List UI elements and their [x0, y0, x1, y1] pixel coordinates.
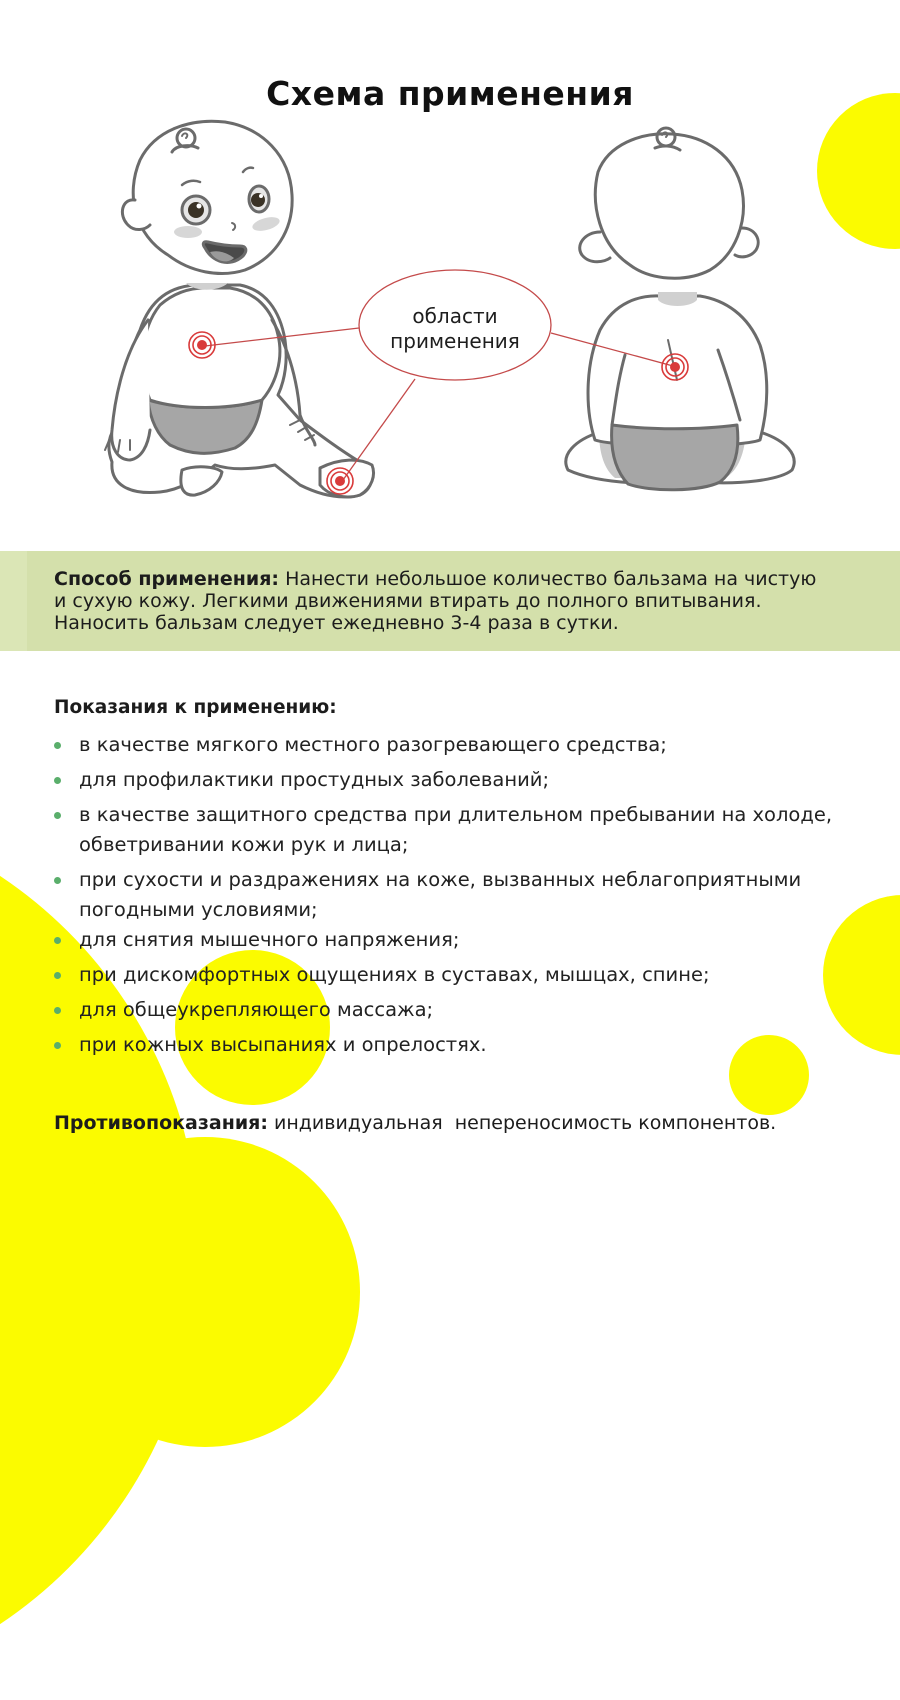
- list-item: [54, 800, 884, 860]
- list-item: [54, 765, 884, 795]
- list-item: [54, 960, 884, 990]
- list-item-text: при кожных высыпаниях и опрелостях.: [79, 1033, 487, 1056]
- list-item: [54, 865, 884, 925]
- callout-line-2: применения: [390, 329, 520, 353]
- bullet-icon: [54, 1042, 61, 1049]
- decor-circle-bottom: [50, 1137, 360, 1447]
- callout-label: [360, 304, 550, 354]
- method-label: Способ применения:: [54, 568, 280, 590]
- list-item-text: при дискомфортных ощущениях в суставах, мышцах, спине;: [79, 963, 710, 986]
- indications-list: [54, 730, 884, 1060]
- bullet-icon: [54, 1007, 61, 1014]
- target-marker-back: [662, 354, 688, 380]
- bullet-icon: [54, 877, 61, 884]
- bullet-icon: [54, 972, 61, 979]
- method-text-1: Нанести небольшое количество бальзама на чистую: [279, 568, 817, 590]
- baby-front-figure: [105, 121, 374, 497]
- callout-line-1: области: [412, 304, 498, 328]
- contraindications-text: индивидуальная непереносимость компонентов.: [267, 1112, 777, 1134]
- list-item-text: при сухости и раздражениях на коже, вызванных неблагоприятными: [79, 868, 802, 891]
- list-item-text-cont: погодными условиями;: [79, 898, 318, 921]
- method-line-1: [54, 568, 874, 590]
- list-item-text: для общеукрепляющего массажа;: [79, 998, 434, 1021]
- target-marker-chest: [189, 332, 215, 358]
- list-item: [54, 730, 884, 760]
- indications-title: Показания к применению:: [54, 697, 337, 718]
- contraindications-label: Противопоказания:: [54, 1112, 268, 1134]
- list-item: [54, 1030, 884, 1060]
- list-item: [54, 995, 884, 1025]
- list-item-text: для снятия мышечного напряжения;: [79, 928, 460, 951]
- bullet-icon: [54, 812, 61, 819]
- baby-back-figure: [566, 128, 794, 490]
- contraindications-section: [54, 1112, 874, 1134]
- method-line-3: Наносить бальзам следует ежедневно 3-4 раза в сутки.: [54, 612, 619, 634]
- list-item-text-cont: обветривании кожи рук и лица;: [79, 833, 409, 856]
- list-item-text: для профилактики простудных заболеваний;: [79, 768, 550, 791]
- list-item: [54, 925, 884, 955]
- list-item-text: в качестве защитного средства при длительном пребывании на холоде,: [79, 803, 833, 826]
- bullet-icon: [54, 937, 61, 944]
- method-section: [54, 568, 874, 634]
- method-line-2: и сухую кожу. Легкими движениями втирать до полного впитывания.: [54, 590, 762, 612]
- target-marker-foot: [327, 468, 353, 494]
- band-edge: [0, 551, 27, 651]
- list-item-text: в качестве мягкого местного разогревающего средства;: [79, 733, 667, 756]
- bullet-icon: [54, 742, 61, 749]
- page-title: Схема применения: [266, 74, 634, 114]
- bullet-icon: [54, 777, 61, 784]
